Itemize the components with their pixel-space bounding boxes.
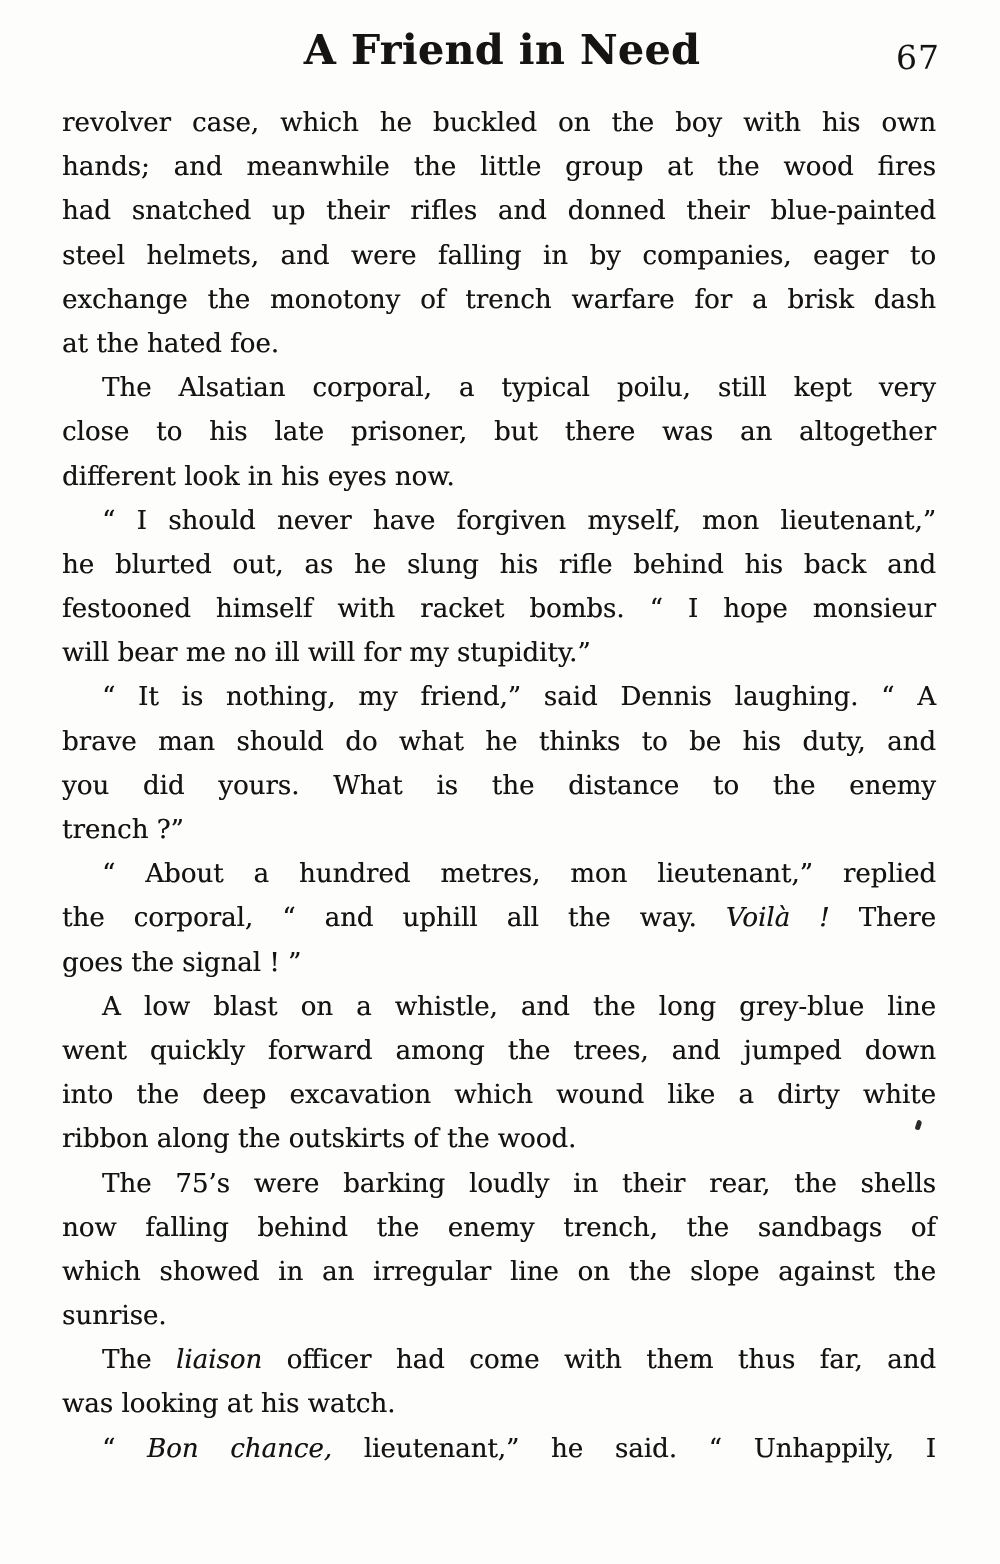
text-line (62, 675, 936, 719)
text-run: The (102, 1345, 176, 1376)
paragraph (62, 1338, 936, 1426)
text-run: had snatched up their rifles and donned their blue-painted (62, 196, 936, 227)
text-run: There (829, 903, 936, 934)
text-run: liaison (175, 1345, 263, 1376)
text-run: close to his late prisoner, but there was an altogether (62, 417, 936, 448)
text-line (62, 410, 936, 454)
text-run: The Alsatian corporal, a typical poilu, still kept very (102, 373, 936, 404)
text-run: The 75’s were barking loudly in their rear, the shells (102, 1168, 936, 1199)
text-line (62, 278, 936, 322)
text-line (62, 189, 936, 233)
text-line (62, 1117, 936, 1161)
page-body (62, 101, 936, 1471)
text-line (62, 1162, 936, 1206)
text-run: exchange the monotony of trench warfare for a brisk dash (62, 284, 936, 315)
text-run: “ I should never have forgiven myself, mon lieutenant,” (102, 505, 936, 536)
text-line (62, 985, 936, 1029)
paragraph (62, 101, 936, 366)
text-line (62, 1427, 936, 1471)
text-run: was looking at his watch. (62, 1389, 396, 1420)
text-line (62, 499, 936, 543)
text-line (62, 101, 936, 145)
text-line (62, 587, 936, 631)
text-run: festooned himself with racket bombs. “ I hope monsieur (62, 594, 936, 625)
paragraph (62, 499, 936, 676)
text-run: went quickly forward among the trees, and jumped down (62, 1035, 936, 1066)
text-line (62, 322, 936, 366)
text-line (62, 234, 936, 278)
paragraph (62, 675, 936, 852)
text-run: goes the signal ! ” (62, 947, 302, 978)
text-run: hands; and meanwhile the little group at the wood fires (62, 152, 936, 183)
text-run: “ (102, 1433, 148, 1464)
page-title: A Friend in Need (303, 26, 701, 74)
text-line (62, 896, 936, 940)
paragraph (62, 366, 936, 499)
paragraph (62, 1162, 936, 1339)
text-line (62, 808, 936, 852)
text-run: the corporal, “ and uphill all the way. (62, 903, 726, 934)
text-run: Bon chance, (147, 1433, 333, 1464)
text-run: Voilà ! (725, 903, 830, 934)
text-line (62, 543, 936, 587)
text-line (62, 941, 936, 985)
paragraph (62, 852, 936, 985)
paragraph (62, 1427, 936, 1471)
page-header (62, 26, 942, 90)
text-run: you did yours. What is the distance to the enemy (62, 770, 936, 801)
text-run: brave man should do what he thinks to be his duty, and (62, 726, 936, 757)
text-run: different look in his eyes now. (62, 461, 455, 492)
text-line (62, 1382, 936, 1426)
page-number: 67 (896, 38, 940, 77)
text-run: trench ?” (62, 815, 184, 845)
text-line (62, 720, 936, 764)
text-line (62, 1338, 936, 1382)
text-line (62, 852, 936, 896)
text-run: he blurted out, as he slung his rifle behind his back and (62, 549, 936, 580)
paragraph (62, 985, 936, 1162)
text-run: which showed in an irregular line on the slope against the (62, 1256, 936, 1287)
text-line (62, 145, 936, 189)
text-run: revolver case, which he buckled on the boy with his own (62, 108, 936, 138)
text-run: lieutenant,” he said. “ Unhappily, I (332, 1433, 936, 1464)
text-line (62, 1073, 936, 1117)
text-line (62, 1206, 936, 1250)
text-run: ribbon along the outskirts of the wood. (62, 1124, 577, 1155)
text-line (62, 1029, 936, 1073)
text-run: now falling behind the enemy trench, the sandbags of (62, 1212, 936, 1243)
text-line (62, 764, 936, 808)
text-run: at the hated foe. (62, 328, 279, 359)
text-line (62, 631, 936, 675)
text-run: into the deep excavation which wound like a dirty white (62, 1080, 936, 1111)
text-line (62, 366, 936, 410)
text-run: A low blast on a whistle, and the long grey-blue line (102, 991, 936, 1022)
text-line (62, 1250, 936, 1294)
text-run: officer had come with them thus far, and (262, 1345, 936, 1376)
text-run: will bear me no ill will for my stupidity.” (62, 638, 591, 669)
text-run: sunrise. (62, 1301, 167, 1332)
text-run: “ It is nothing, my friend,” said Dennis laughing. “ A (102, 682, 936, 713)
text-line (62, 455, 936, 499)
text-run: “ About a hundred metres, mon lieutenant,” replied (102, 859, 936, 890)
text-run: steel helmets, and were falling in by companies, eager to (62, 240, 936, 271)
text-line (62, 1294, 936, 1338)
